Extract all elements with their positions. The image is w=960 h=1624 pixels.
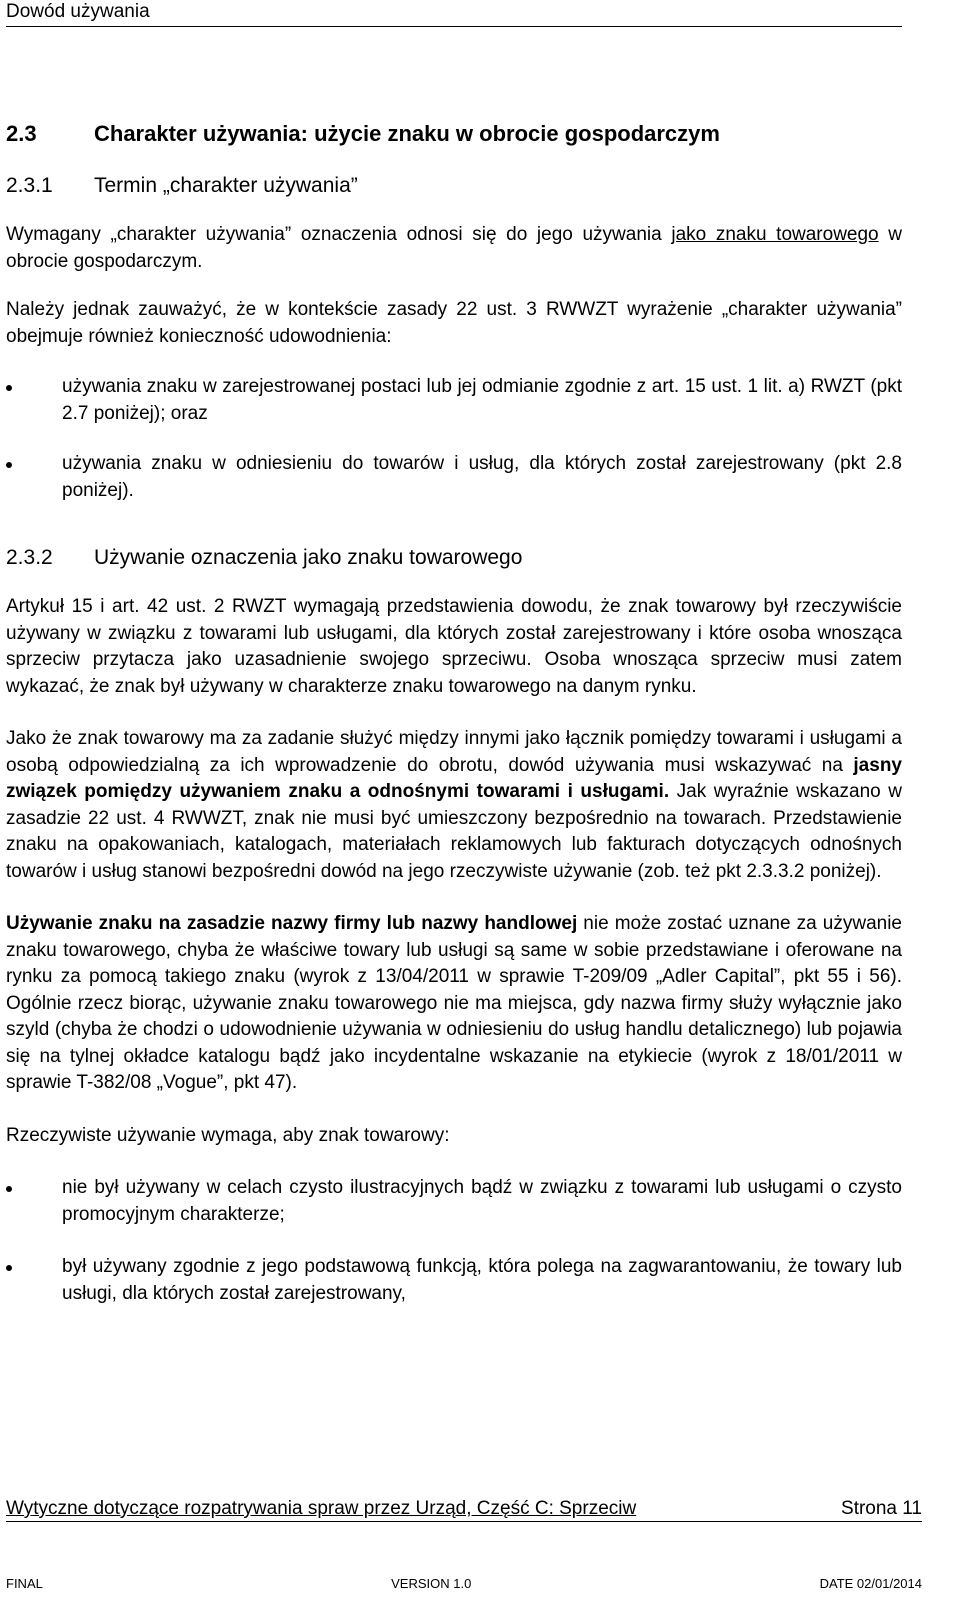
trademark-link-text: jako znaku towarowego: [671, 224, 879, 245]
subsection-heading-2: [6, 544, 902, 572]
section-number: 2.3: [6, 121, 37, 146]
list-item-text: używania znaku w zarejestrowanej postaci lub jej odmianie zgodnie z art. 15 ust. 1 lit. a) RWZT (pkt 2.7 poniżej); oraz: [62, 376, 902, 424]
bullet-list-1: [6, 374, 902, 504]
date-label: DATE 02/01/2014: [819, 1576, 922, 1591]
list-item: [6, 1175, 902, 1228]
subsection-heading-1: [6, 172, 902, 200]
section-heading: [6, 120, 902, 148]
bold-text: jasny związek pomiędzy używaniem znaku a odnośnymi towarami i usługami.: [6, 754, 902, 802]
page-number: Strona 11: [841, 1498, 922, 1519]
bullet-icon: [6, 462, 12, 468]
bullet-icon: [6, 1265, 12, 1271]
paragraph: [6, 911, 902, 1097]
bullet-icon: [6, 385, 12, 391]
list-item-text: był używany zgodnie z jego podstawową funkcją, która polega na zagwarantowaniu, że towary lub usługi, dla których został zarejestrowany,: [62, 1256, 902, 1304]
paragraph-text: Wymagany „charakter używania” oznaczenia odnosi się do jego używania: [6, 224, 672, 245]
list-item-text: nie był używany w celach czysto ilustracyjnych bądź w związku z towarami lub usługami o czysto promocyjnym charakterze;: [62, 1177, 902, 1225]
paragraph: Należy jednak zauważyć, że w kontekście zasady 22 ust. 3 RWWZT wyrażenie „charakter używania” obejmuje również konieczność udowodnienia:: [6, 299, 902, 347]
list-item: [6, 374, 902, 427]
paragraph-text: w obrocie gospodarczym.: [6, 224, 902, 272]
subsection-title-2: Używanie oznaczenia jako znaku towarowego: [94, 546, 523, 569]
header-title: Dowód używania: [6, 1, 150, 22]
paragraph-text: Jak wyraźnie wskazano w zasadzie 22 ust. 4 RWWZT, znak nie musi być umieszczony bezpośrednio na towarach. Przedstawienie znaku na opakowaniach, katalogach, materiałach reklamowych lub fakturach dotyczących odnośnych towarów i usług stanowi bezpośredni dowód na jego rzeczywiste używanie (zob. też pkt 2.3.3.2 poniżej).: [6, 781, 902, 882]
list-item-text: używania znaku w odniesieniu do towarów i usług, dla których został zarejestrowany (pkt 2.8 poniżej).: [62, 453, 902, 501]
subsection-title-1: Termin „charakter używania”: [94, 174, 358, 197]
footer-title: Wytyczne dotyczące rozpatrywania spraw przez Urząd, Część C: Sprzeciw: [6, 1498, 637, 1519]
status-label: FINAL: [6, 1576, 43, 1591]
version-label: VERSION 1.0: [391, 1576, 472, 1591]
bold-text: Używanie znaku na zasadzie nazwy firmy lub nazwy handlowej: [6, 913, 578, 934]
paragraph: [6, 222, 902, 275]
paragraph-text: Jako że znak towarowy ma za zadanie służyć między innymi jako łącznik pomiędzy towarami i usługami a osobą odpowiedzialną za ich wprowadzenie do obrotu, dowód używania musi wskazywać na: [6, 728, 902, 776]
paragraph-text: nie może zostać uznane za używanie znaku towarowego, chyba że właściwe towary lub usługi są same w sobie przedstawiane i oferowane na rynku za pomocą takiego znaku (wyrok z 13/04/2011 w sprawie T-209/09 „Adler Capital”, pkt 55 i 56). Ogólnie rzecz biorąc, używanie znaku towarowego nie ma miejsca, gdy nazwa firmy służy wyłącznie jako szyld (chyba że chodzi o udowodnienie używania w odniesieniu do usług handlu detalicznego) lub pojawia się na tylnej okładce katalogu bądź jako incydentalne wskazanie na etykiecie (wyrok z 18/01/2011 w sprawie T-382/08 „Vogue”, pkt 47).: [6, 913, 902, 1093]
paragraph: Artykuł 15 i art. 42 ust. 2 RWZT wymagają przedstawienia dowodu, że znak towarowy był rzeczywiście używany w związku z towarami lub usługami, dla których został zarejestrowany i które osoba wnosząca sprzeciw przytacza jako uzasadnienie swojego sprzeciwu. Osoba wnosząca sprzeciw musi zatem wykazać, że znak był używany w charakterze znaku towarowego na danym rynku.: [6, 596, 902, 697]
page-header: [6, 0, 902, 27]
document-body: [6, 120, 902, 1307]
bullet-list-2: [6, 1175, 902, 1307]
paragraph: Rzeczywiste używanie wymaga, aby znak towarowy:: [6, 1124, 450, 1146]
page-footer: [6, 1497, 922, 1522]
paragraph: [6, 726, 902, 885]
bullet-icon: [6, 1186, 12, 1192]
list-item: [6, 451, 902, 504]
subsection-number-2: 2.3.2: [6, 546, 53, 569]
list-item: [6, 1254, 902, 1307]
document-meta: [6, 1575, 922, 1593]
subsection-number-1: 2.3.1: [6, 174, 53, 197]
section-title: Charakter używania: użycie znaku w obrocie gospodarczym: [94, 121, 720, 146]
